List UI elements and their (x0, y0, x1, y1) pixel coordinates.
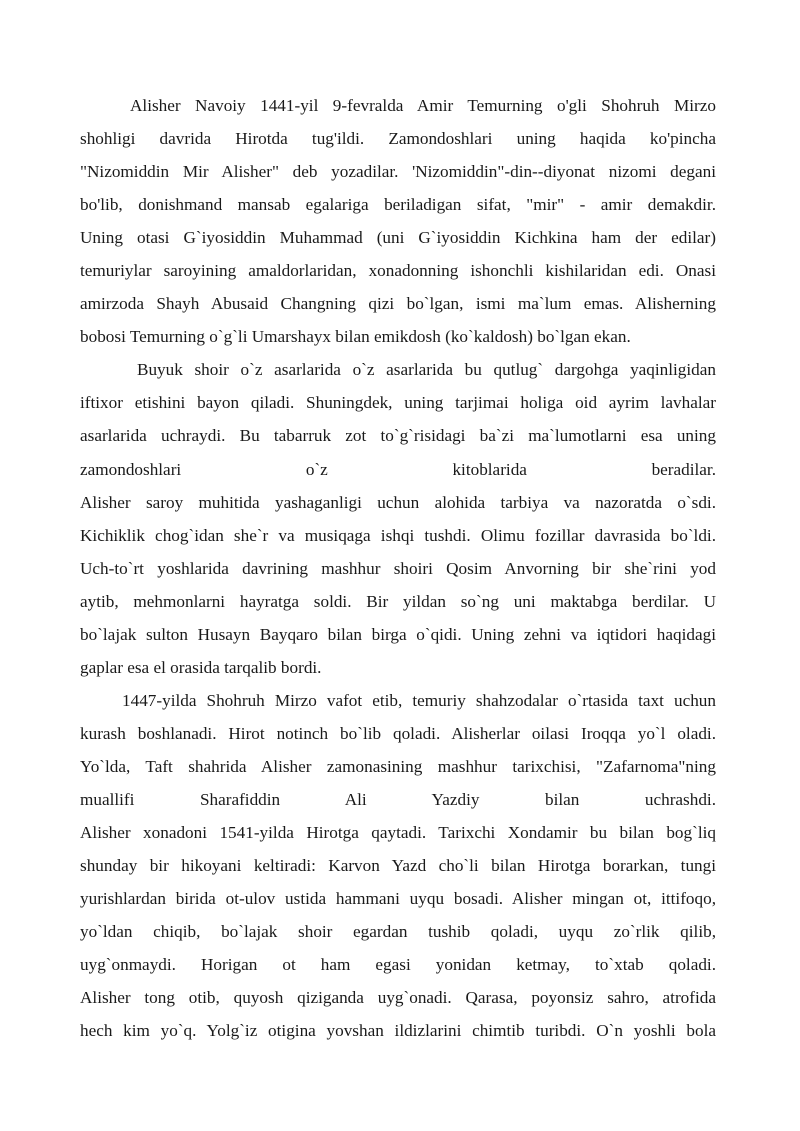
text-line: Uning otasi G`iyosiddin Muhammad (uni G`iyosiddin Kichkina ham der edilar) (80, 228, 716, 248)
text-line: shohligi davrida Hirotda tug'ildi. Zamondoshlari uning haqida ko'pincha (80, 129, 716, 149)
paragraph-1 (80, 89, 716, 353)
document-page (80, 89, 716, 1047)
text-line: shunday bir hikoyani keltiradi: Karvon Yazd cho`li bilan Hirotga borarkan, tungi (80, 856, 716, 876)
text-line: Alisher Navoiy 1441-yil 9-fevralda Amir Temurning o'gli Shohruh Mirzo (130, 96, 716, 115)
text-line: zamondoshlari o`z kitoblarida beradilar. (80, 459, 716, 479)
text-line: hech kim yo`q. Yolg`iz otigina yovshan ildizlarini chimtib turibdi. O`n yoshli bola (80, 1021, 716, 1041)
text-line: amirzoda Shayh Abusaid Changning qizi bo`lgan, ismi ma`lum emas. Alisherning (80, 294, 716, 314)
text-line: Buyuk shoir o`z asarlarida o`z asarlarida bu qutlug` dargohga yaqinligidan (137, 360, 716, 380)
text-line: bobosi Temurning o`g`li Umarshayx bilan emikdosh (ko`kaldosh) bo`lgan ekan. (80, 327, 631, 347)
text-line: gaplar esa el orasida tarqalib bordi. (80, 657, 322, 677)
text-line: uyg`onmaydi. Horigan ot ham egasi yonidan ketmay, to`xtab qoladi. (80, 955, 716, 975)
text-line: temuriylar saroyining amaldorlaridan, xonadonning ishonchli kishilaridan edi. Onasi (80, 261, 716, 281)
text-line: iftixor etishini bayon qiladi. Shuningdek, uning tarjimai holiga oid ayrim lavhalar (80, 393, 716, 413)
text-line: 1447-yilda Shohruh Mirzo vafot etib, temuriy shahzodalar o`rtasida taxt uchun (122, 690, 716, 710)
text-line: bo`lajak sulton Husayn Bayqaro bilan birga o`qidi. Uning zehni va iqtidori haqidagi (80, 624, 716, 644)
text-line: yo`ldan chiqib, bo`lajak shoir egardan tushib qoladi, uyqu zo`rlik qilib, (80, 922, 716, 942)
text-line: Kichiklik chog`idan she`r va musiqaga ishqi tushdi. Olimu fozillar davrasida bo`ldi. (80, 525, 716, 545)
text-line: Alisher saroy muhitida yashaganligi uchun alohida tarbiya va nazoratda o`sdi. (80, 492, 716, 512)
text-line: asarlarida uchraydi. Bu tabarruk zot to`g`risidagi ba`zi ma`lumotlarni esa uning (80, 426, 716, 446)
text-line: muallifi Sharafiddin Ali Yazdiy bilan uchrashdi. (80, 789, 716, 809)
text-line: Yo`lda, Taft shahrida Alisher zamonasining mashhur tarixchisi, "Zafarnoma"ning (80, 756, 716, 776)
text-line: Alisher xonadoni 1541-yilda Hirotga qaytadi. Tarixchi Xondamir bu bilan bog`liq (80, 823, 716, 843)
text-line: Alisher tong otib, quyosh qiziganda uyg`onadi. Qarasa, poyonsiz sahro, atrofida (80, 988, 716, 1008)
text-line: kurash boshlanadi. Hirot notinch bo`lib qoladi. Alisherlar oilasi Iroqqa yo`l oladi. (80, 723, 716, 743)
paragraph-3 (80, 684, 716, 1048)
text-line: "Nizomiddin Mir Alisher" deb yozadilar. 'Nizomiddin"-din--diyonat nizomi degani (80, 162, 716, 182)
text-line: Uch-to`rt yoshlarida davrining mashhur shoiri Qosim Anvorning bir she`rini yod (80, 558, 716, 578)
text-line: yurishlardan birida ot-ulov ustida hammani uyqu bosadi. Alisher mingan ot, ittifoqo, (80, 889, 716, 909)
paragraph-2 (80, 353, 716, 683)
text-line: aytib, mehmonlarni hayratga soldi. Bir yildan so`ng uni maktabga berdilar. U (80, 591, 716, 611)
text-line: bo'lib, donishmand mansab egalariga beriladigan sifat, "mir" - amir demakdir. (80, 195, 716, 215)
